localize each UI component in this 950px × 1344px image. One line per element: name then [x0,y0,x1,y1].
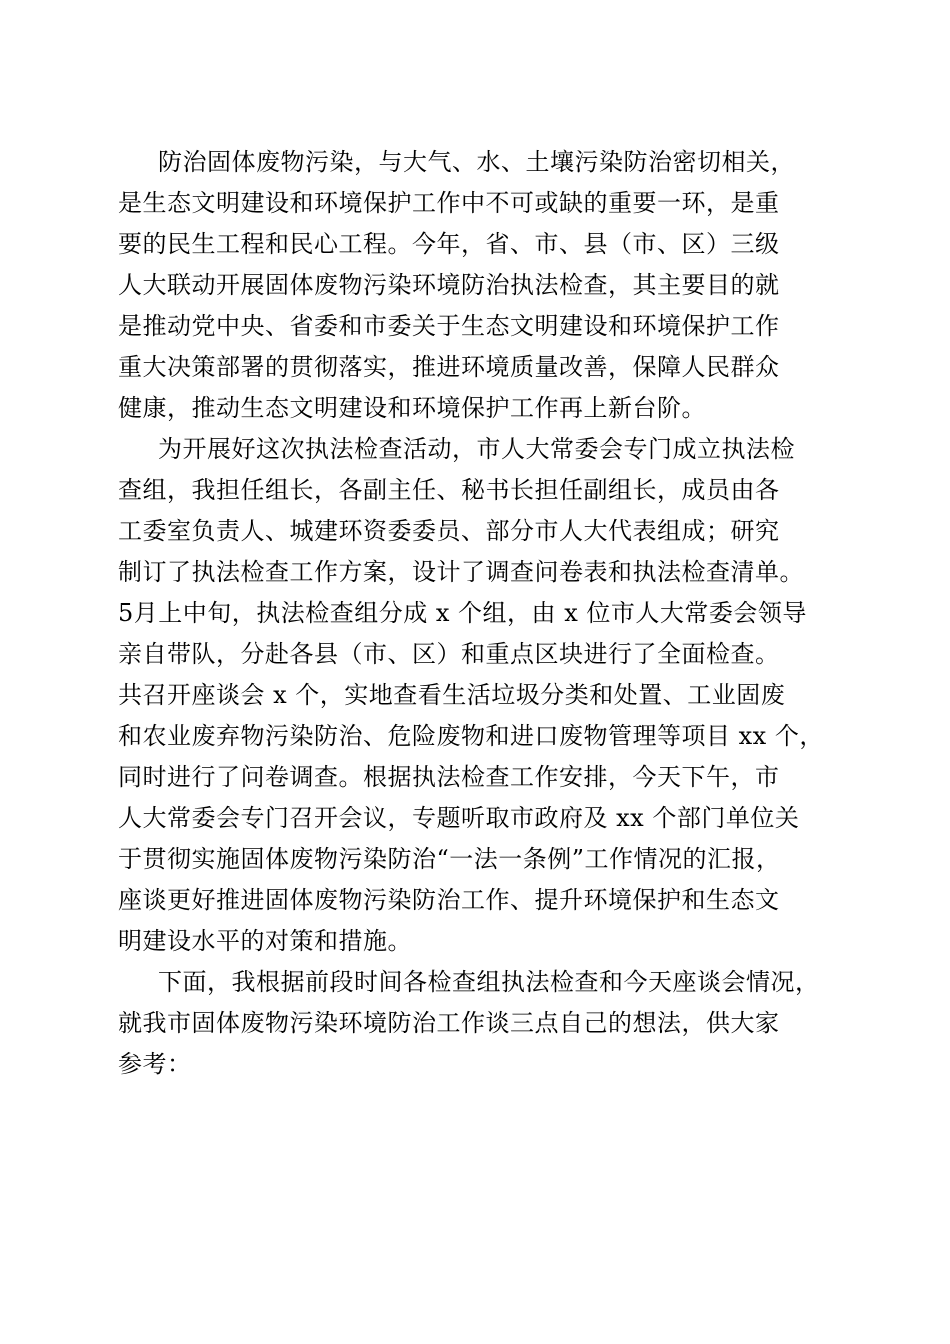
paragraph-intro [118,142,858,429]
text-line: 查组，我担任组长，各副主任、秘书长担任副组长，成员由各 [118,476,780,504]
paragraph-inspection [118,429,858,962]
text-line: 是生态文明建设和环境保护工作中不可或缺的重要一环，是重 [118,189,780,217]
text-line: 于贯彻实施固体废物污染防治“一法一条例”工作情况的汇报， [118,845,781,873]
text-line: 为开展好这次执法检查活动，市人大常委会专门成立执法检 [158,435,795,463]
text-line: 参考： [118,1050,192,1078]
text-line: 健康，推动生态文明建设和环境保护工作再上新台阶。 [118,394,706,422]
text-line: 是推动党中央、省委和市委关于生态文明建设和环境保护工作 [118,312,780,340]
text-line: 亲自带队，分赴各县（市、区）和重点区块进行了全面检查。 [118,640,780,668]
text-line: 同时进行了问卷调查。根据执法检查工作安排，今天下午，市 [118,763,780,791]
text-line: 座谈更好推进固体废物污染防治工作、提升环境保护和生态文 [118,886,780,914]
text-line: 明建设水平的对策和措施。 [118,927,412,955]
text-line: 就我市固体废物污染环境防治工作谈三点自己的想法，供大家 [118,1009,780,1037]
text-line: 工委室负责人、城建环资委委员、部分市人大代表组成；研究 [118,517,780,545]
text-line: 和农业废弃物污染防治、危险废物和进口废物管理等项目 xx 个， [118,722,824,750]
text-line: 人大常委会专门召开会议，专题听取市政府及 xx 个部门单位关 [118,804,800,832]
text-line: 5月上中旬，执法检查组分成 x 个组，由 x 位市人大常委会领导 [118,599,807,627]
text-line: 人大联动开展固体废物污染环境防治执法检查，其主要目的就 [118,271,780,299]
text-line: 共召开座谈会 x 个，实地查看生活垃圾分类和处置、工业固废 [118,681,786,709]
paragraph-outline [118,962,858,1085]
text-line: 下面，我根据前段时间各检查组执法检查和今天座谈会情况， [158,968,820,996]
text-line: 重大决策部署的贯彻落实，推进环境质量改善，保障人民群众 [118,353,780,381]
text-line: 制订了执法检查工作方案，设计了调查问卷表和执法检查清单。 [118,558,804,586]
text-line: 要的民生工程和民心工程。今年，省、市、县（市、区）三级 [118,230,780,258]
document-body [118,142,858,1085]
text-line: 防治固体废物污染，与大气、水、土壤污染防治密切相关， [158,148,795,176]
